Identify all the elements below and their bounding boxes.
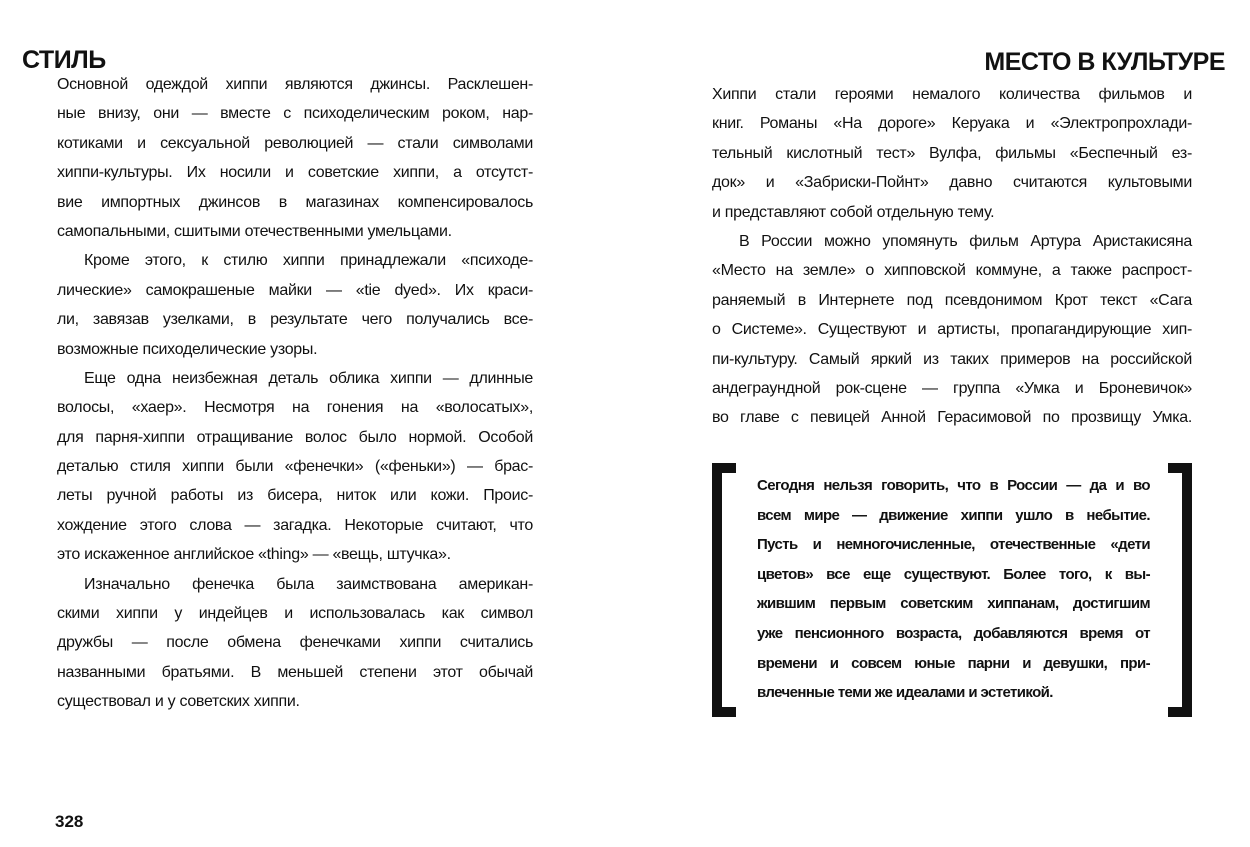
- text-line: ли, завязав узелками, в результате чего получались все-: [57, 311, 533, 329]
- text-line: для парня-хиппи отращивание волос было нормой. Особой: [57, 428, 533, 446]
- text-line: вие импортных джинсов в магазинах компенсировалось: [57, 193, 533, 211]
- text-line: деталью стиля хиппи были «фенечки» («феньки») — брас-: [57, 458, 533, 476]
- text-line: пи-культуру. Самый яркий из таких примеров на российской: [712, 350, 1192, 368]
- text-line: леты ручной работы из бисера, ниток или кожи. Проис-: [57, 487, 533, 505]
- text-line: всем мире — движение хиппи ушло в небытие.: [757, 506, 1150, 524]
- text-line: Пусть и немногочисленные, отечественные «дети: [757, 536, 1150, 554]
- text-line: возможные психоделические узоры.: [57, 340, 318, 358]
- text-line: «Место на земле» о хипповской коммуне, а также распрост-: [712, 262, 1192, 280]
- left-page-body: [57, 70, 533, 717]
- text-line: волосы, «хаер». Несмотря на гонения на «волосатых»,: [57, 399, 533, 417]
- text-line: и представляют собой отдельную тему.: [712, 203, 995, 221]
- text-line: Еще одна неизбежная деталь облика хиппи — длинные: [84, 369, 533, 387]
- quote-bracket-left: [712, 463, 736, 717]
- text-line: андеграундной рок-сцене — группа «Умка и Броневичок»: [712, 379, 1192, 397]
- text-line: хиппи-культуры. Их носили и советские хиппи, а отсутст-: [57, 164, 533, 182]
- text-line: Сегодня нельзя говорить, что в России — да и во: [757, 477, 1150, 494]
- text-line: лические» самокрашеные майки — «tie dyed». Их краси-: [57, 281, 533, 299]
- text-line: цветов» все еще существуют. Более того, к вы-: [757, 565, 1150, 583]
- text-line: существовал и у советских хиппи.: [57, 693, 300, 711]
- text-line: тельный кислотный тест» Вулфа, фильмы «Беспечный ез-: [712, 144, 1192, 162]
- text-line: уже пенсионного возраста, добавляются время от: [757, 624, 1150, 642]
- text-line: это искаженное английское «thing» — «вещь, штучка».: [57, 546, 451, 564]
- text-line: о Системе». Существуют и артисты, пропагандирующие хип-: [712, 321, 1192, 339]
- text-line: ные внизу, они — вместе с психоделическим роком, нар-: [57, 105, 533, 123]
- text-line: Хиппи стали героями немалого количества фильмов и: [712, 86, 1192, 103]
- left-page-heading: СТИЛЬ: [22, 46, 106, 74]
- text-line: влеченные теми же идеалами и эстетикой.: [757, 684, 1053, 702]
- text-line: во главе с певицей Анной Герасимовой по прозвищу Умка.: [712, 409, 1192, 427]
- text-line: времени и совсем юные парни и девушки, при-: [757, 654, 1150, 672]
- pull-quote: [757, 471, 1150, 708]
- text-line: Основной одеждой хиппи являются джинсы. Расклешен-: [57, 76, 533, 93]
- text-line: В России можно упомянуть фильм Артура Аристакисяна: [739, 232, 1192, 250]
- text-line: самопальными, сшитыми отечественными умельцами.: [57, 222, 452, 240]
- text-line: жившим первым советским хиппанам, достигшим: [757, 595, 1150, 613]
- text-line: книг. Романы «На дороге» Керуака и «Электропрохлади-: [712, 115, 1192, 133]
- text-line: котиками и сексуальной революцией — стали символами: [57, 134, 533, 152]
- quote-bracket-right: [1168, 463, 1192, 717]
- text-line: хождение этого слова — загадка. Некоторые считают, что: [57, 516, 533, 534]
- right-page-heading: МЕСТО В КУЛЬТУРЕ: [984, 48, 1225, 76]
- text-line: док» и «Забриски-Пойнт» давно считаются культовыми: [712, 174, 1192, 192]
- text-line: дружбы — после обмена фенечками хиппи считались: [57, 634, 533, 652]
- text-line: Кроме этого, к стилю хиппи принадлежали «психоде-: [84, 252, 533, 270]
- page-number: 328: [55, 812, 84, 831]
- right-page-body: [712, 80, 1192, 433]
- text-line: раняемый в Интернете под псевдонимом Крот текст «Сага: [712, 291, 1192, 309]
- text-line: скими хиппи у индейцев и использовалась как символ: [57, 605, 533, 623]
- text-line: названными братьями. В меньшей степени этот обычай: [57, 663, 533, 681]
- text-line: Изначально фенечка была заимствована американ-: [84, 575, 533, 593]
